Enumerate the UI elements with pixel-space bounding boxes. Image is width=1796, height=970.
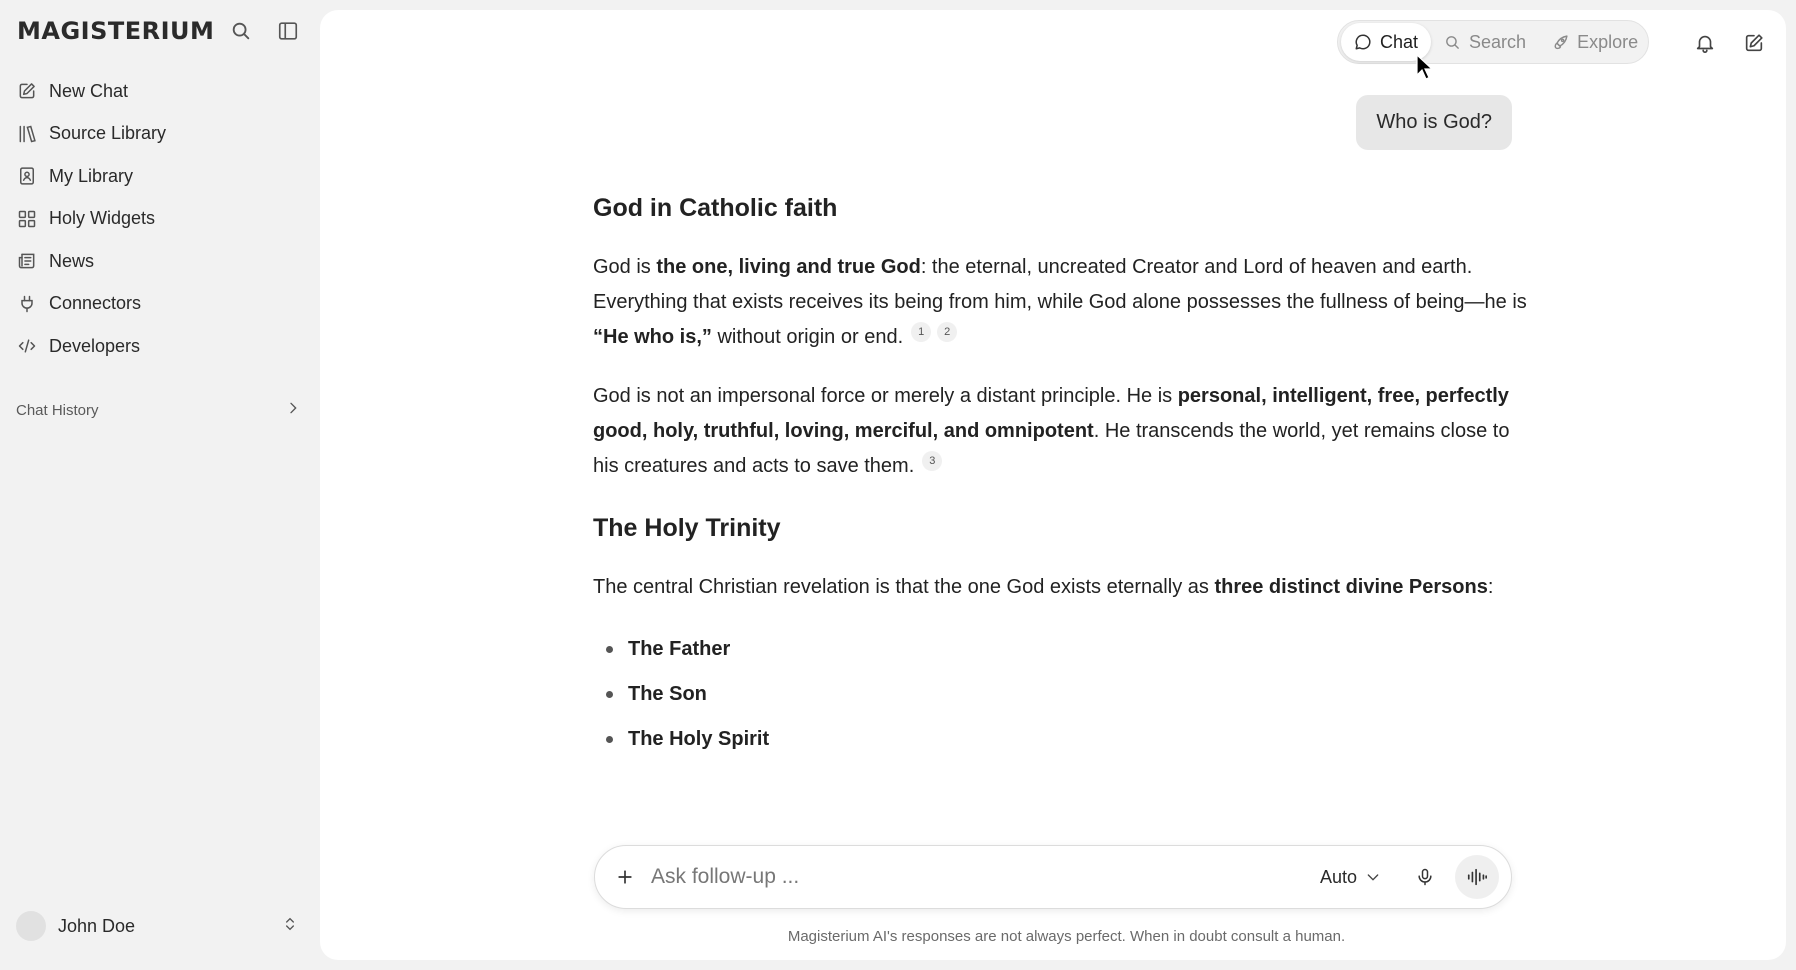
answer-heading: The Holy Trinity bbox=[593, 514, 781, 542]
model-label: Auto bbox=[1319, 866, 1357, 887]
bold-text: three distinct divine Persons bbox=[1214, 576, 1488, 598]
list-item: The Son bbox=[593, 672, 1533, 717]
answer-heading: God in Catholic faith bbox=[593, 194, 838, 222]
chevron-up-down-icon bbox=[282, 915, 298, 938]
chat-bubble-icon bbox=[1354, 33, 1372, 51]
persons-list bbox=[593, 627, 1533, 762]
sidebar-item-connectors[interactable] bbox=[16, 283, 306, 326]
assistant-answer bbox=[593, 194, 1533, 762]
bold-text: the one, living and true God bbox=[656, 256, 921, 278]
tab-label: Explore bbox=[1577, 31, 1639, 52]
rocket-icon bbox=[1552, 34, 1569, 51]
bold-text: “He who is,” bbox=[593, 326, 712, 348]
mode-switcher bbox=[1337, 20, 1649, 64]
sidebar bbox=[0, 0, 320, 970]
bold-text: personal, intelligent, free, perfectly good, holy, truthful, loving, merciful, and omnipotent bbox=[593, 385, 1509, 442]
model-selector[interactable] bbox=[1320, 867, 1381, 888]
answer-paragraph bbox=[593, 379, 1533, 484]
text-run: God is bbox=[593, 256, 657, 278]
search-icon bbox=[1444, 34, 1461, 51]
sidebar-item-label: Holy Widgets bbox=[49, 208, 156, 229]
text-run: without origin or end. bbox=[711, 326, 904, 348]
citation-badge[interactable]: 3 bbox=[922, 451, 942, 471]
chevron-right-icon bbox=[285, 400, 301, 421]
list-item: The Father bbox=[593, 627, 1533, 672]
user-menu[interactable] bbox=[16, 910, 298, 942]
sidebar-item-my-library[interactable] bbox=[16, 155, 306, 198]
tab-label: Search bbox=[1469, 31, 1527, 52]
sidebar-item-label: My Library bbox=[49, 165, 134, 186]
sidebar-item-label: Connectors bbox=[49, 293, 142, 314]
text-run: . He transcends the world, yet remains close to his creatures and acts to save them. bbox=[593, 420, 1510, 477]
grid-icon bbox=[16, 208, 38, 230]
avatar bbox=[16, 911, 46, 941]
mouse-cursor-icon bbox=[1416, 54, 1434, 85]
brand-logo[interactable]: MAGISTERIUM bbox=[17, 17, 215, 45]
chat-history-toggle[interactable] bbox=[16, 398, 301, 422]
follow-up-input[interactable] bbox=[651, 865, 1320, 889]
sidebar-item-new-chat[interactable] bbox=[16, 70, 306, 113]
search-icon[interactable] bbox=[229, 19, 253, 43]
sidebar-item-label: Developers bbox=[49, 335, 141, 356]
list-item: The Holy Spirit bbox=[593, 717, 1533, 762]
answer-paragraph bbox=[593, 570, 1533, 605]
sidebar-item-holy-widgets[interactable] bbox=[16, 198, 306, 241]
chat-composer bbox=[594, 845, 1512, 909]
user-name: John Doe bbox=[58, 915, 136, 936]
sidebar-item-source-library[interactable] bbox=[16, 113, 306, 156]
tab-search[interactable] bbox=[1431, 23, 1539, 61]
tab-explore[interactable] bbox=[1539, 23, 1651, 61]
contact-book-icon bbox=[16, 165, 38, 187]
citation-badge[interactable]: 2 bbox=[937, 322, 957, 342]
text-run: : bbox=[1487, 576, 1494, 598]
newspaper-icon bbox=[16, 250, 38, 272]
chat-history-label: Chat History bbox=[16, 401, 99, 419]
tab-label: Chat bbox=[1380, 31, 1419, 52]
books-icon bbox=[16, 123, 38, 145]
text-run: The central Christian revelation is that the one God exists eternally as bbox=[593, 576, 1215, 598]
sidebar-item-news[interactable] bbox=[16, 240, 306, 283]
compose-icon bbox=[16, 80, 38, 102]
code-icon bbox=[16, 335, 38, 357]
new-chat-icon[interactable] bbox=[1741, 30, 1767, 56]
text-run: : the eternal, uncreated Creator and Lord of heaven and earth. Everything that exists receives its being from him, while God alone possesses the fullness of being—he is bbox=[593, 256, 1527, 313]
sidebar-item-developers[interactable] bbox=[16, 325, 306, 368]
sidebar-nav bbox=[16, 70, 306, 368]
citation-badge[interactable]: 1 bbox=[911, 322, 931, 342]
brand-row bbox=[17, 14, 307, 48]
sidebar-item-label: News bbox=[49, 250, 95, 271]
text-run: God is not an impersonal force or merely a distant principle. He is bbox=[593, 385, 1178, 407]
chevron-down-icon bbox=[1365, 869, 1381, 885]
sidebar-item-label: New Chat bbox=[49, 80, 129, 101]
plug-icon bbox=[16, 293, 38, 315]
waveform-icon bbox=[1466, 866, 1488, 888]
answer-paragraph bbox=[593, 250, 1533, 355]
microphone-icon[interactable] bbox=[1411, 863, 1439, 891]
voice-mode-button[interactable] bbox=[1455, 855, 1499, 899]
user-message-bubble: Who is God? bbox=[1356, 95, 1512, 150]
plus-icon[interactable] bbox=[611, 863, 639, 891]
main-panel bbox=[320, 10, 1786, 960]
bell-icon[interactable] bbox=[1692, 30, 1718, 56]
sidebar-item-label: Source Library bbox=[49, 123, 167, 144]
sidebar-toggle-icon[interactable] bbox=[276, 19, 300, 43]
disclaimer-text: Magisterium AI's responses are not always perfect. When in doubt consult a human. bbox=[787, 928, 1346, 945]
